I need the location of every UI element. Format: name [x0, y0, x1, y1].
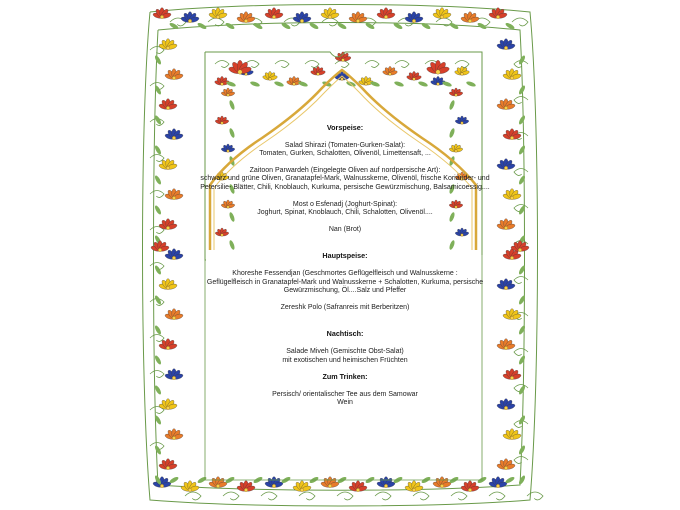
menu-item: [200, 391, 490, 408]
section-vorspeise: [200, 124, 490, 234]
leaf-icon: [518, 325, 526, 336]
flower-icon: [432, 8, 451, 20]
flower-icon: [236, 12, 255, 24]
flower-icon: [158, 219, 177, 231]
flower-icon: [502, 369, 521, 381]
item-desc: Joghurt, Spinat, Knoblauch, Chili, Schalotten, Olivenöl....: [257, 209, 433, 217]
section-title: Hauptspeise:: [322, 251, 368, 261]
item-name: Zereshk Polo (Safranreis mit Berberitzen): [280, 303, 410, 311]
menu-item: [200, 201, 490, 218]
flower-icon: [158, 39, 177, 51]
flower-icon: [208, 8, 227, 20]
section-hauptspeise: [200, 252, 490, 312]
flower-icon: [158, 99, 177, 111]
flower-icon: [214, 76, 230, 85]
leaf-icon: [394, 80, 405, 87]
flower-icon: [358, 76, 374, 85]
item-name: Zaitoon Parwardeh (Eingelegte Oliven auf nordpersische Art):: [249, 166, 441, 174]
menu-item: [200, 270, 490, 296]
flower-icon: [460, 12, 479, 24]
item-name: Most o Esfenadj (Joghurt-Spinat):: [292, 200, 398, 208]
item-desc: Geflügelfleisch in Granatapfel-Mark und Walnusskerne + Schalotten, Kurkuma, persische Gewürzmischung, Öl....Salz und Pfeffer: [206, 278, 484, 295]
flower-icon: [262, 71, 278, 80]
flower-icon: [404, 481, 423, 493]
leaf-icon: [518, 295, 526, 306]
flower-icon: [348, 12, 367, 24]
leaf-icon: [448, 100, 455, 111]
flower-icon: [208, 477, 227, 489]
leaf-icon: [518, 205, 526, 216]
flower-icon: [310, 66, 326, 75]
flower-icon: [496, 339, 515, 351]
leaf-icon: [274, 80, 285, 87]
flower-icon: [460, 481, 479, 493]
flower-icon: [158, 279, 177, 291]
flower-icon: [164, 249, 183, 261]
flower-icon: [292, 12, 311, 24]
menu-item: [200, 167, 490, 193]
flower-icon: [320, 477, 339, 489]
leaf-icon: [337, 22, 348, 30]
flower-icon: [432, 477, 451, 489]
menu-content: [200, 124, 490, 416]
flower-icon: [376, 477, 395, 489]
flower-icon: [449, 88, 463, 97]
flower-icon: [158, 459, 177, 471]
menu-item: [200, 142, 490, 159]
flower-icon: [502, 429, 521, 441]
flower-icon: [430, 76, 446, 85]
menu-item: [200, 304, 490, 313]
flower-icon: [164, 189, 183, 201]
flower-icon: [496, 279, 515, 291]
flower-icon: [502, 129, 521, 141]
leaf-icon: [518, 145, 526, 156]
flower-icon: [502, 189, 521, 201]
flower-icon: [496, 159, 515, 171]
flower-icon: [180, 12, 199, 24]
flower-icon: [406, 71, 422, 80]
leaf-icon: [154, 445, 162, 456]
flower-icon: [264, 477, 283, 489]
item-desc: mit exotischen und heimischen Früchten: [282, 356, 408, 364]
leaf-icon: [518, 355, 526, 366]
leaf-icon: [518, 175, 526, 186]
flower-icon: [496, 399, 515, 411]
section-title: Zum Trinken:: [322, 372, 368, 382]
flower-icon: [454, 66, 470, 75]
flower-icon: [221, 88, 235, 97]
leaf-icon: [154, 355, 162, 366]
flower-icon: [164, 129, 183, 141]
flower-icon: [264, 8, 283, 20]
flower-icon: [496, 39, 515, 51]
leaf-icon: [225, 22, 236, 30]
flower-icon: [164, 69, 183, 81]
flower-icon: [320, 8, 339, 20]
item-name: Persisch/ orientalischer Tee aus dem Samowar: [272, 390, 418, 398]
flower-icon: [158, 399, 177, 411]
flower-icon: [164, 369, 183, 381]
section-trinken: [200, 373, 490, 408]
flower-icon: [496, 99, 515, 111]
leaf-icon: [421, 22, 432, 30]
item-name: Nan (Brot): [328, 225, 362, 233]
leaf-icon: [418, 80, 429, 87]
flower-icon: [236, 481, 255, 493]
item-desc: Wein: [337, 399, 353, 407]
flower-icon: [164, 309, 183, 321]
leaf-icon: [466, 80, 477, 87]
flower-icon: [382, 66, 398, 75]
flower-icon: [502, 309, 521, 321]
leaf-icon: [154, 145, 162, 156]
flower-icon: [404, 12, 423, 24]
section-title: Vorspeise:: [326, 123, 364, 132]
leaf-icon: [250, 80, 261, 87]
menu-item: [200, 226, 490, 235]
flower-icon: [496, 219, 515, 231]
item-desc: Tomaten, Gurken, Schalotten, Olivenöl, Limettensaft, ...: [259, 150, 431, 158]
leaf-icon: [154, 175, 162, 186]
flower-icon: [152, 8, 171, 20]
leaf-icon: [154, 325, 162, 336]
leaf-icon: [518, 385, 526, 396]
leaf-icon: [253, 22, 264, 30]
item-name: Salade Miveh (Gemischte Obst-Salat): [286, 347, 404, 355]
flower-icon: [376, 8, 395, 20]
leaf-icon: [154, 55, 162, 66]
leaf-icon: [154, 265, 162, 276]
flower-icon: [164, 429, 183, 441]
leaf-icon: [518, 115, 526, 126]
menu-item: [200, 348, 490, 365]
item-desc: schwarz und grüne Oliven, Granatapfel-Mark, Walnusskerne, Olivenöl, frische Koriander- und Petersilie- Blätter, Chili, Knoblauch, Kurkuma, persische Gewürzmischung, Balsamicoessig....: [200, 175, 490, 191]
leaf-icon: [518, 475, 526, 486]
flower-icon: [286, 76, 302, 85]
leaf-icon: [228, 100, 235, 111]
section-nachtisch: [200, 330, 490, 365]
flower-icon: [180, 481, 199, 493]
item-name: Salad Shirazi (Tomaten-Gurken-Salat):: [284, 141, 406, 149]
section-title: Nachtisch:: [326, 329, 364, 339]
flower-icon: [502, 69, 521, 81]
flower-icon: [496, 459, 515, 471]
flower-icon: [426, 60, 450, 75]
item-name: Khoreshe Fessendjan (Geschmortes Geflügelfleisch und Walnusskerne :: [232, 269, 458, 277]
leaf-icon: [154, 205, 162, 216]
leaf-icon: [449, 22, 460, 30]
